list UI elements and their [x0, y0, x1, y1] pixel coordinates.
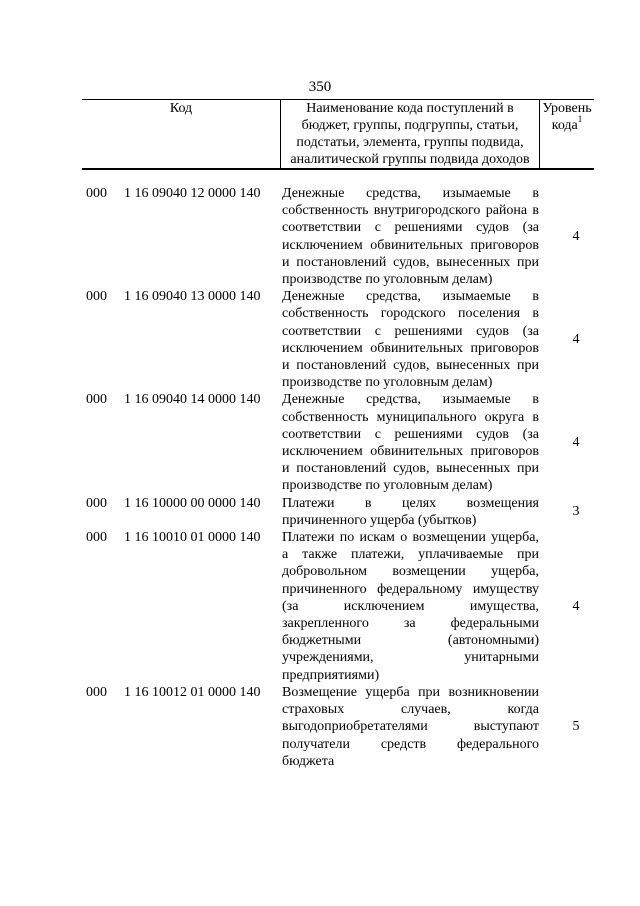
table-row [0, 495, 640, 529]
revenue-name: Денежные средства, изымаемые в собственность муниципального округа в соответствии с решениями судов (за исключением обвинительных приговоров и постановлений судов, вынесенных при производстве по уголовным делам) [282, 392, 539, 494]
revenue-name: Платежи по искам о возмещении ущерба, а также платежи, уплачиваемые при добровольном возмещении ущерба, причиненного федеральному имуществу (за исключением имущества, закрепленного за федеральными бюджетными (автономными) учреждениями, унитарными предприятиями) [282, 530, 539, 683]
revenue-code: 1 16 10012 01 0000 140 [124, 684, 261, 700]
admin-code: 000 [86, 530, 107, 546]
revenue-name: Возмещение ущерба при возникновении страховых случаев, когда выгодоприобретателями выступают получатели средств федерального бюджета [282, 684, 539, 769]
revenue-code: 1 16 09040 14 0000 140 [124, 392, 261, 408]
revenue-name: Денежные средства, изымаемые в собственность городского поселения в соответствии с решениями судов (за исключением обвинительных приговоров и постановлений судов, вынесенных при производстве по уголовным делам) [282, 289, 539, 391]
admin-code: 000 [86, 186, 107, 201]
revenue-name: Платежи в целях возмещения причиненного ущерба (убытков) [282, 495, 539, 528]
table-row [0, 684, 640, 770]
table-row [0, 391, 640, 494]
table-body [0, 185, 640, 770]
header-code: Код [82, 100, 281, 170]
admin-code: 000 [86, 684, 107, 700]
code-level: 3 [572, 504, 580, 520]
admin-code: 000 [86, 495, 107, 511]
revenue-code: 1 16 09040 13 0000 140 [124, 289, 261, 305]
header-level-label: Уровень кода [542, 101, 592, 133]
code-level: 4 [572, 435, 580, 451]
revenue-code: 1 16 10010 01 0000 140 [124, 530, 261, 546]
revenue-name: Денежные средства, изымаемые в собственность внутригородского района в соответствии с решениями судов (за исключением обвинительных приговоров и постановлений судов, вынесенных при производстве по уголовным делам) [282, 186, 539, 288]
revenue-code: 1 16 10000 00 0000 140 [124, 495, 261, 511]
code-level: 4 [572, 332, 580, 348]
header-name: Наименование кода поступлений в бюджет, группы, подгруппы, статьи, подстатьи, элемента, группы подвида, аналитической группы подвида доходов [281, 100, 540, 170]
table-row [0, 529, 640, 684]
page-number: 350 [308, 79, 332, 95]
admin-code: 000 [86, 392, 107, 408]
header-level [540, 100, 595, 170]
code-level: 5 [572, 719, 580, 735]
admin-code: 000 [86, 289, 107, 305]
table-row [0, 185, 640, 288]
header-level-footnote: 1 [577, 114, 583, 125]
table-header [82, 99, 594, 170]
revenue-code: 1 16 09040 12 0000 140 [124, 186, 261, 201]
code-level: 4 [572, 598, 580, 614]
table-row [0, 288, 640, 391]
code-level: 4 [572, 229, 580, 244]
